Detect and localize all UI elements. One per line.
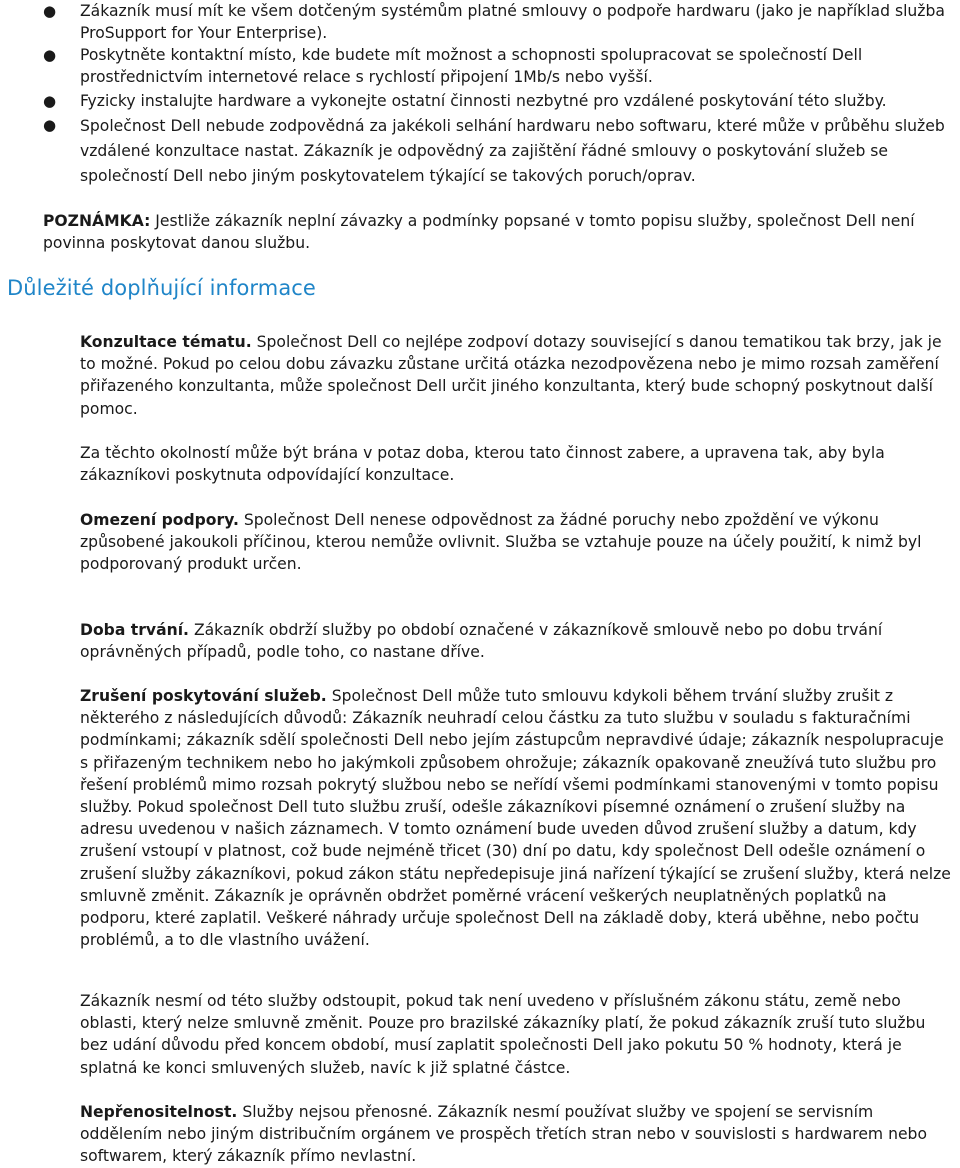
bullet-icon: ●	[43, 2, 57, 20]
note-text: Jestliže zákazník neplní závazky a podmínky popsané v tomto popisu služby, společnost Dell není povinna poskytovat danou službu.	[43, 212, 915, 252]
note-paragraph	[43, 210, 948, 254]
note-label: POZNÁMKA:	[43, 212, 151, 230]
section-heading: Důležité doplňující informace	[7, 276, 316, 300]
paragraph-label: Zrušení poskytování služeb.	[80, 687, 327, 705]
paragraph-label: Konzultace tématu.	[80, 333, 252, 351]
cancellation-paragraph	[80, 685, 955, 951]
paragraph-label: Omezení podpory.	[80, 511, 239, 529]
paragraph-label: Nepřenositelnost.	[80, 1103, 238, 1121]
paragraph-text: Za těchto okolností může být brána v potaz doba, kterou tato činnost zabere, a upravena tak, aby byla zákazníkovi poskytnuta odpovídající konzultace.	[80, 444, 885, 485]
bullet-icon: ●	[43, 92, 57, 110]
list-item	[0, 114, 960, 189]
paragraph-label: Doba trvání.	[80, 621, 189, 639]
list-item-text: Poskytněte kontaktní místo, kde budete mít možnost a schopnosti spolupracovat se společností Dell prostřednictvím internetové relace s rychlostí připojení 1Mb/s nebo vyšší.	[80, 46, 863, 86]
paragraph-text: Zákazník obdrží služby po období označené v zákazníkově smlouvě nebo po dobu trvání oprávněných případů, podle toho, co nastane dříve.	[80, 621, 883, 662]
list-item-text: Fyzicky instalujte hardware a vykonejte ostatní činnosti nezbytné pro vzdálené poskytování této služby.	[80, 92, 887, 110]
paragraph-text: Společnost Dell nenese odpovědnost za žádné poruchy nebo zpoždění ve výkonu způsobené jakoukoli příčinou, kterou nemůže ovlivnit. Služba se vztahuje pouze na účely použití, k nimž byl podporovaný produkt určen.	[80, 511, 922, 574]
list-item	[0, 90, 960, 112]
paragraph-text: Společnost Dell co nejlépe zodpoví dotazy související s danou tematikou tak brzy, jak je to možné. Pokud po celou dobu závazku zůstane určitá otázka nezodpovězena nebo je mimo rozsah zaměření přiřazeného konzultanta, může společnost Dell určit jiného konzultanta, který bude schopný poskytnout další pomoc.	[80, 333, 942, 418]
bullet-icon: ●	[43, 46, 57, 64]
list-item-text: Zákazník musí mít ke všem dotčeným systémům platné smlouvy o podpoře hardwaru (jako je například služba ProSupport for Your Enterprise).	[80, 2, 945, 42]
consultation-followup-paragraph	[80, 442, 955, 486]
list-item	[0, 0, 960, 44]
list-item-text: Společnost Dell nebude zodpovědná za jakékoli selhání hardwaru nebo softwaru, které může v průběhu služeb vzdálené konzultace nastat. Zákazník je odpovědný za zajištění řádné smlouvy o poskytování služeb se společností Dell nebo jiným poskytovatelem týkající se takových poruch/oprav.	[80, 117, 945, 185]
non-transferability-paragraph	[80, 1101, 955, 1168]
paragraph-text: Služby nejsou přenosné. Zákazník nesmí používat služby ve spojení se servisním oddělením nebo jiným distribučním orgánem ve prospěch třetích stran nebo v souvislosti s hardwarem nebo softwarem, který zákazník přímo nevlastní.	[80, 1103, 927, 1166]
support-limits-paragraph	[80, 509, 955, 576]
withdrawal-paragraph	[80, 990, 955, 1079]
bullet-icon: ●	[43, 116, 57, 134]
consultation-paragraph	[80, 331, 955, 420]
duration-paragraph	[80, 619, 955, 663]
paragraph-text: Společnost Dell může tuto smlouvu kdykoli během trvání služby zrušit z některého z následujících důvodů: Zákazník neuhradí celou částku za tuto službu v souladu s fakturačními podmínkami; zákazník sdělí společnosti Dell nebo jejím zástupcům nepravdivé údaje; zákazník nespolupracuje s přiřazeným technikem nebo ho jakýmkoli způsobem ohrožuje; zákazník opakovaně zneužívá tuto službu pro řešení problémů mimo rozsah pokrytý službou nebo se neřídí všemi podmínkami stanovenými v tomto popisu služby. Pokud společnost Dell tuto službu zruší, odešle zákazníkovi písemné oznámení o zrušení služby na adresu uvedenou v našich záznamech. V tomto oznámení bude uveden důvod zrušení služby a datum, kdy zrušení vstoupí v platnost, což bude nejméně třicet (30) dní po datu, kdy společnost Dell odešle oznámení o zrušení služby zákazníkovi, pokud zákon státu nepředepisuje jiná nařízení týkající se zrušení služby, která nelze smluvně změnit. Zákazník je oprávněn obdržet poměrné vrácení veškerých neuplatněných poplatků na podporu, které zaplatil. Veškeré náhrady určuje společnost Dell na základě doby, která uběhne, nebo počtu problémů, a to dle vlastního uvážení.	[80, 687, 951, 950]
list-item	[0, 44, 960, 88]
paragraph-text: Zákazník nesmí od této služby odstoupit, pokud tak není uvedeno v příslušném zákonu státu, země nebo oblasti, který nelze smluvně změnit. Pouze pro brazilské zákazníky platí, že pokud zákazník zruší tuto službu bez udání důvodu před koncem období, musí zaplatit společnosti Dell jako pokutu 50 % hodnoty, která je splatná ke konci smluvených služeb, navíc k již splatné částce.	[80, 992, 926, 1077]
requirements-list	[0, 0, 960, 189]
